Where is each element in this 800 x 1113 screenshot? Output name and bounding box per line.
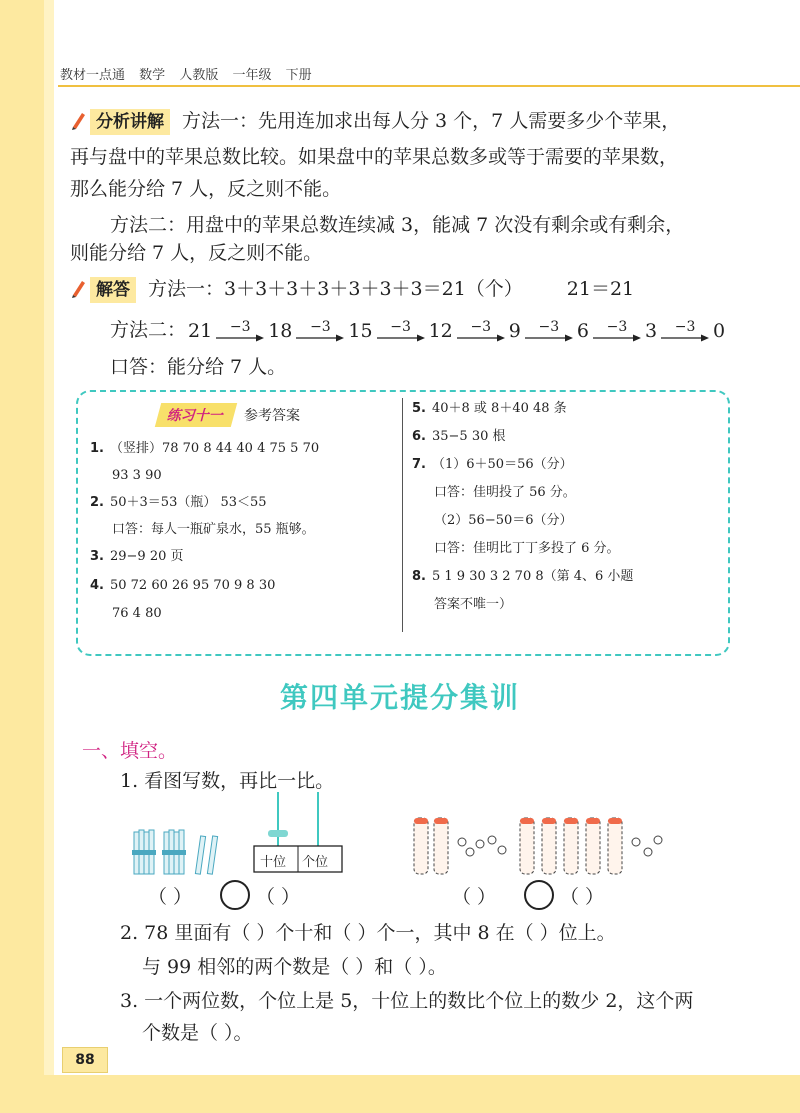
candy-rolls-illustration — [410, 812, 670, 878]
question-3-line-1: 3. 一个两位数，个位上是 5，十位上的数比个位上的数少 2，这个两 — [120, 990, 694, 1012]
answer-text: 93 3 90 — [112, 468, 162, 483]
question-2-line-2: 与 99 相邻的两个数是（ ）和（ ）。 — [142, 956, 447, 978]
seq-number: 9 — [508, 320, 521, 342]
answer-row — [112, 521, 315, 539]
minus-arrow — [216, 320, 264, 342]
arrow-label: −3 — [674, 319, 696, 335]
question-3-line-2: 个数是（ ）。 — [142, 1022, 253, 1044]
arrow-label: −3 — [606, 319, 628, 335]
answer-row — [112, 467, 162, 485]
answer-text: 口答：佳明比丁丁多投了 6 分。 — [434, 541, 620, 556]
blank-right-1[interactable]: （ ） — [256, 886, 301, 908]
answer-line-1 — [70, 276, 634, 303]
arrow-icon — [377, 334, 425, 342]
seq-number: 0 — [713, 320, 726, 342]
answer-row — [412, 428, 506, 446]
answer-text: 40＋8 或 8＋40 48 条 — [431, 401, 567, 416]
answer-text: 口答：每人一瓶矿泉水，55 瓶够。 — [112, 522, 315, 537]
answer-row — [434, 596, 512, 614]
answer-text: 76 4 80 — [112, 606, 162, 621]
header-item: 教材一点通 — [60, 68, 126, 83]
arrow-icon — [216, 334, 264, 342]
answer-text: 50＋3＝53（瓶） 53＜55 — [109, 495, 267, 510]
answer-row — [434, 484, 576, 502]
pencil-icon — [70, 278, 86, 298]
blank-right-2[interactable]: （ ） — [560, 886, 605, 908]
abacus-ones-label: 个位 — [302, 855, 329, 870]
minus-arrow — [457, 320, 505, 342]
header-item: 人教版 — [179, 68, 219, 83]
question-1: 1. 看图写数，再比一比。 — [120, 770, 335, 792]
compare-circle-1[interactable] — [220, 880, 250, 910]
header-item: 下册 — [285, 68, 312, 83]
compare-circle-2[interactable] — [524, 880, 554, 910]
minus-arrow — [661, 320, 709, 342]
answer-number: 6. — [412, 429, 426, 444]
answer-number: 2. — [90, 495, 104, 510]
answer-row — [412, 400, 567, 418]
seq-number: 18 — [268, 320, 293, 342]
analysis-text: 方法一：先用连加求出每人分 3 个，7 人需要多少个苹果， — [182, 110, 681, 132]
answer-row — [90, 440, 319, 458]
analysis-line-1 — [70, 108, 680, 135]
seq-number: 3 — [644, 320, 658, 342]
answer-text: （2）56−50＝6（分） — [434, 513, 573, 528]
answer-method1-compare: 21＝21 — [566, 278, 635, 300]
method2-label: 方法二： — [110, 319, 187, 341]
exercise-subtitle: 参考答案 — [244, 408, 300, 424]
answer-method1: 方法一：3＋3＋3＋3＋3＋3＋3＝21（个） — [148, 278, 523, 300]
stick-bundles-illustration — [130, 822, 230, 878]
left-margin-band — [0, 0, 44, 1113]
exercise-divider — [402, 398, 403, 632]
analysis-line-3: 那么能分给 7 人，反之则不能。 — [70, 178, 342, 200]
answer-text: （1）6＋50＝56（分） — [431, 457, 573, 472]
section-title: 一、填空。 — [82, 740, 178, 762]
answer-text: （竖排）78 70 8 44 40 4 75 5 70 — [109, 441, 320, 456]
unit-title: 第四单元提分集训 — [279, 681, 520, 714]
seq-number: 12 — [428, 320, 453, 342]
answer-text: 35−5 30 根 — [431, 429, 506, 444]
answer-text: 50 72 60 26 95 70 9 8 30 — [109, 578, 276, 593]
arrow-label: −3 — [470, 319, 492, 335]
page-number: 88 — [62, 1047, 108, 1073]
answer-number: 1. — [90, 441, 104, 456]
left-margin-inner-band — [44, 0, 54, 1113]
minus-arrow — [525, 320, 573, 342]
exercise-title — [158, 403, 300, 427]
analysis-line-2: 再与盘中的苹果总数比较。如果盘中的苹果总数多或等于需要的苹果数， — [70, 146, 679, 168]
arrow-label: −3 — [390, 319, 411, 335]
arrow-icon — [525, 334, 573, 342]
answer-row — [90, 577, 275, 595]
answer-tag: 解答 — [90, 277, 136, 303]
answer-row — [434, 540, 620, 558]
answer-number: 8. — [412, 569, 426, 584]
answer-text: 5 1 9 30 3 2 70 8（第 4、6 小题 — [431, 569, 634, 584]
analysis-tag: 分析讲解 — [90, 109, 170, 135]
exercise-title-badge: 练习十一 — [155, 403, 237, 427]
minus-arrow — [593, 320, 641, 342]
arrow-label: −3 — [310, 319, 331, 335]
blank-left-1[interactable]: （ ） — [148, 886, 193, 908]
minus-arrow — [377, 320, 425, 342]
answer-row — [90, 494, 267, 512]
arrow-icon — [457, 334, 505, 342]
seq-number: 15 — [348, 320, 373, 342]
arrow-label: −3 — [538, 319, 560, 335]
answer-row — [412, 568, 633, 586]
abacus-tens-label: 十位 — [260, 855, 287, 870]
seq-number: 6 — [576, 320, 589, 342]
answer-row — [112, 605, 162, 623]
answer-row — [412, 456, 573, 474]
blank-left-2[interactable]: （ ） — [452, 886, 497, 908]
answer-row — [434, 512, 573, 530]
answer-number: 5. — [412, 401, 426, 416]
header-item: 一年级 — [232, 68, 272, 83]
header-item: 数学 — [139, 68, 166, 83]
answer-row — [90, 548, 184, 566]
subtraction-sequence — [110, 315, 727, 342]
analysis-line-5: 则能分给 7 人，反之则不能。 — [70, 242, 323, 264]
answer-text: 29−9 20 页 — [109, 549, 184, 564]
page-header — [60, 64, 322, 83]
arrow-icon — [661, 334, 709, 342]
pencil-icon — [70, 110, 86, 130]
answer-number: 3. — [90, 549, 104, 564]
header-divider — [58, 85, 800, 87]
seq-number: 21 — [188, 320, 213, 342]
bottom-band — [0, 1075, 800, 1113]
arrow-icon — [593, 334, 641, 342]
answer-number: 4. — [90, 578, 104, 593]
answer-text: 口答：佳明投了 56 分。 — [434, 485, 576, 500]
answer-text: 答案不唯一） — [434, 597, 513, 612]
answer-conclusion: 口答：能分给 7 人。 — [110, 356, 287, 378]
minus-arrow — [296, 320, 344, 342]
analysis-line-4: 方法二：用盘中的苹果总数连续减 3，能减 7 次没有剩余或有剩余， — [110, 214, 685, 236]
arrow-icon — [296, 334, 344, 342]
answer-number: 7. — [412, 457, 426, 472]
arrow-label: −3 — [229, 319, 251, 335]
question-2-line-1: 2. 78 里面有（ ）个十和（ ）个一，其中 8 在（ ）位上。 — [120, 922, 616, 944]
